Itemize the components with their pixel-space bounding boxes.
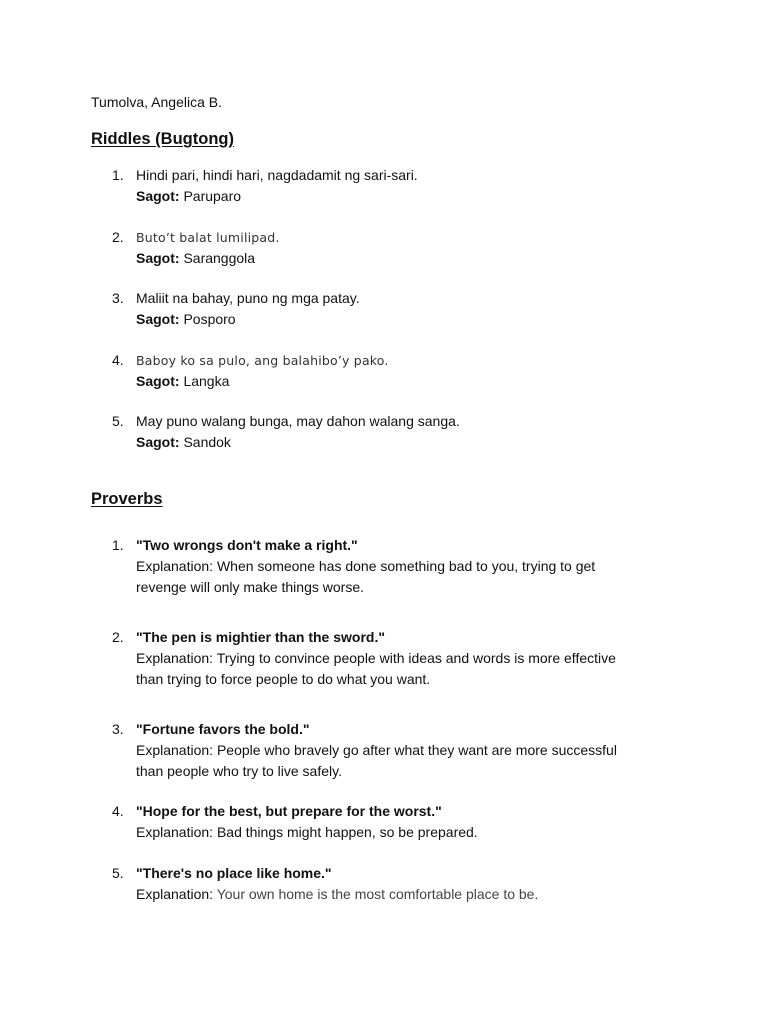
riddle-item (112, 288, 692, 330)
proverb-item (112, 863, 692, 905)
proverb-explanation-continued: than trying to force people to do what you want. (136, 671, 431, 687)
proverb-number: 5. (112, 865, 124, 881)
proverb-quote: "There's no place like home." (136, 865, 332, 881)
riddle-question: Baboy ko sa pulo, ang balahibo’y pako. (136, 353, 389, 368)
proverb-explanation: Trying to convince people with ideas and words is more effective (216, 650, 616, 666)
proverb-explanation: Bad things might happen, so be prepared. (216, 824, 478, 840)
riddle-number: 2. (112, 229, 124, 245)
proverb-quote: "Hope for the best, but prepare for the worst." (136, 803, 442, 819)
proverb-number: 1. (112, 537, 124, 553)
explanation-label: Explanation: (136, 742, 214, 758)
proverb-item (112, 719, 692, 782)
riddle-number: 5. (112, 413, 124, 429)
riddle-question: Maliit na bahay, puno ng mga patay. (136, 290, 360, 306)
proverb-item (112, 627, 692, 690)
riddle-answer: Saranggola (183, 250, 256, 266)
riddle-question: Buto’t balat lumilipad. (136, 230, 280, 245)
proverb-item (112, 801, 692, 843)
author-name: Tumolva, Angelica B. (91, 94, 222, 110)
proverb-number: 4. (112, 803, 124, 819)
riddle-answer: Sandok (183, 434, 231, 450)
proverb-quote: "The pen is mightier than the sword." (136, 629, 385, 645)
riddle-answer: Paruparo (183, 188, 242, 204)
riddle-number: 3. (112, 290, 124, 306)
riddle-item (112, 165, 692, 207)
explanation-label: Explanation: (136, 650, 214, 666)
riddle-number: 4. (112, 352, 124, 368)
explanation-label: Explanation: (136, 886, 214, 902)
answer-label: Sagot: (136, 311, 180, 327)
proverb-explanation: When someone has done something bad to you, trying to get (216, 558, 596, 574)
riddle-question: Hindi pari, hindi hari, nagdadamit ng sari-sari. (136, 167, 418, 183)
proverb-quote: "Two wrongs don't make a right." (136, 537, 358, 553)
answer-label: Sagot: (136, 373, 180, 389)
riddles-heading: Riddles (Bugtong) (91, 130, 234, 148)
riddle-item (112, 227, 692, 269)
proverb-number: 3. (112, 721, 124, 737)
proverb-number: 2. (112, 629, 124, 645)
riddle-number: 1. (112, 167, 124, 183)
proverb-explanation-continued: than people who try to live safely. (136, 763, 342, 779)
answer-label: Sagot: (136, 188, 180, 204)
explanation-label: Explanation: (136, 558, 214, 574)
riddle-answer: Posporo (183, 311, 236, 327)
riddle-question: May puno walang bunga, may dahon walang sanga. (136, 413, 460, 429)
answer-label: Sagot: (136, 434, 180, 450)
riddle-item (112, 350, 692, 392)
proverb-explanation-continued: revenge will only make things worse. (136, 579, 364, 595)
proverb-explanation: People who bravely go after what they want are more successful (216, 742, 617, 758)
proverbs-heading: Proverbs (91, 490, 163, 508)
explanation-label: Explanation: (136, 824, 214, 840)
riddle-answer: Langka (183, 373, 230, 389)
answer-label: Sagot: (136, 250, 180, 266)
riddle-item (112, 411, 692, 453)
proverb-quote: "Fortune favors the bold." (136, 721, 310, 737)
proverb-item (112, 535, 692, 598)
proverb-explanation: Your own home is the most comfortable place to be. (216, 886, 539, 902)
